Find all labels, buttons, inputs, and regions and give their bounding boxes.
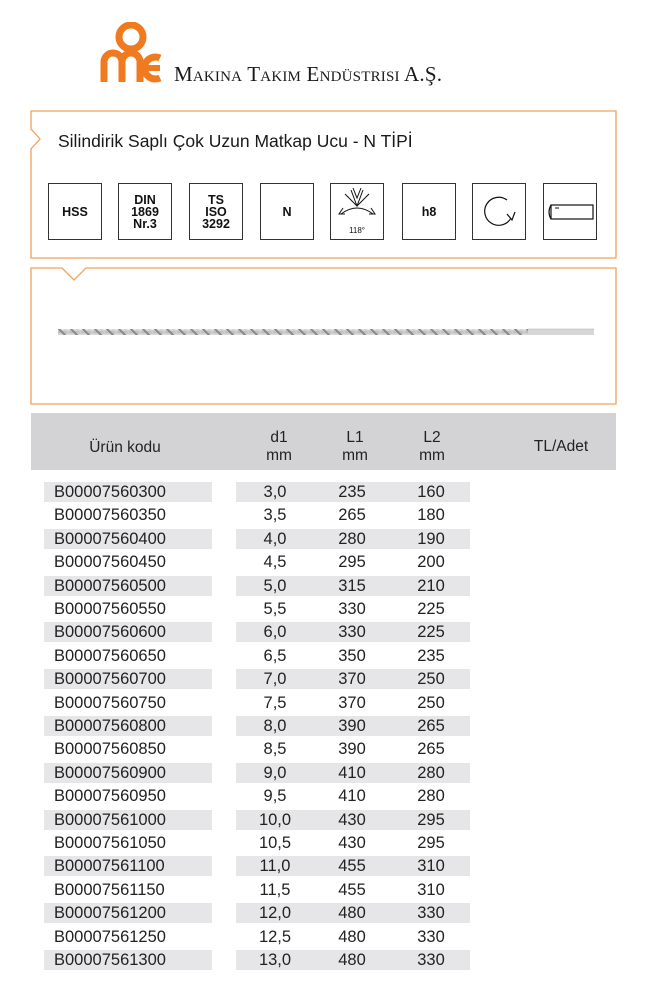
product-code: B00007561250 bbox=[54, 927, 166, 946]
shank-badge bbox=[543, 183, 597, 240]
header-l1: L1 bbox=[346, 429, 364, 446]
length-l2: 265 bbox=[417, 740, 445, 759]
length-l2: 225 bbox=[392, 622, 470, 642]
company-name-text: Makina Takım Endüstrisi A.Ş. bbox=[174, 62, 443, 86]
diameter-d1: 12,5 bbox=[258, 927, 292, 946]
length-l2: 235 bbox=[417, 646, 445, 665]
length-l1: 265 bbox=[338, 506, 366, 525]
length-l2: 180 bbox=[417, 506, 445, 525]
table-row bbox=[0, 622, 646, 642]
table-row bbox=[0, 693, 646, 713]
spec-tolerance-badge: h8 bbox=[402, 183, 456, 240]
spec-hss-badge: HSS bbox=[48, 183, 102, 240]
company-logo-icon bbox=[100, 22, 162, 86]
length-l2: 330 bbox=[392, 950, 470, 970]
length-l1: 480 bbox=[338, 927, 366, 946]
product-code: B00007561200 bbox=[44, 903, 212, 923]
point-angle-icon bbox=[331, 184, 383, 239]
length-l2: 330 bbox=[417, 927, 445, 946]
length-l2: 310 bbox=[392, 856, 470, 876]
diameter-d1: 3,0 bbox=[236, 482, 312, 502]
product-code: B00007560300 bbox=[44, 482, 212, 502]
diameter-d1: 6,0 bbox=[236, 622, 312, 642]
table-row bbox=[0, 646, 646, 666]
length-l1: 410 bbox=[338, 787, 366, 806]
diameter-d1: 10,0 bbox=[236, 810, 312, 830]
length-l2: 250 bbox=[392, 669, 470, 689]
product-code: B00007560400 bbox=[44, 529, 212, 549]
length-l1: 430 bbox=[312, 810, 392, 830]
table-row bbox=[0, 599, 646, 619]
product-code: B00007561000 bbox=[44, 810, 212, 830]
product-code: B00007560550 bbox=[54, 600, 166, 618]
product-code: B00007560900 bbox=[44, 763, 212, 783]
table-row bbox=[0, 505, 646, 525]
diameter-d1: 3,5 bbox=[263, 506, 287, 525]
product-code: B00007561300 bbox=[44, 950, 212, 970]
spec-iso-badge: TS ISO 3292 bbox=[189, 183, 243, 240]
length-l1: 430 bbox=[338, 834, 366, 852]
length-l2: 250 bbox=[417, 693, 445, 712]
length-l2: 280 bbox=[417, 787, 445, 806]
table-row bbox=[0, 576, 646, 596]
company-name bbox=[174, 62, 442, 87]
length-l1: 295 bbox=[338, 553, 366, 572]
table-row bbox=[0, 833, 646, 853]
product-code: B00007560700 bbox=[44, 669, 212, 689]
header-price: TL/Adet bbox=[533, 438, 589, 455]
length-l2: 225 bbox=[417, 600, 445, 618]
length-l2: 210 bbox=[392, 576, 470, 596]
header-d1-unit: mm bbox=[266, 447, 292, 464]
diameter-d1: 5,0 bbox=[236, 576, 312, 596]
clockwise-rotation-icon bbox=[477, 190, 521, 234]
length-l2: 265 bbox=[392, 716, 470, 736]
header-product-code: Ürün kodu bbox=[89, 439, 161, 456]
product-code: B00007561050 bbox=[54, 834, 166, 852]
length-l1: 455 bbox=[338, 880, 366, 899]
length-l2: 310 bbox=[417, 880, 445, 899]
length-l1: 390 bbox=[312, 716, 392, 736]
diameter-d1: 13,0 bbox=[236, 950, 312, 970]
table-header bbox=[31, 413, 616, 470]
length-l1: 330 bbox=[312, 622, 392, 642]
header-l1-unit: mm bbox=[342, 447, 368, 464]
table-row bbox=[0, 810, 646, 830]
length-l1: 280 bbox=[312, 529, 392, 549]
length-l1: 480 bbox=[312, 903, 392, 923]
length-l1: 350 bbox=[338, 646, 366, 665]
diameter-d1: 4,0 bbox=[236, 529, 312, 549]
diameter-d1: 8,5 bbox=[263, 740, 287, 759]
spec-type-badge: N bbox=[260, 183, 314, 240]
table-row bbox=[0, 763, 646, 783]
table-row bbox=[0, 856, 646, 876]
diameter-d1: 9,5 bbox=[263, 787, 287, 806]
table-row bbox=[0, 739, 646, 759]
length-l1: 370 bbox=[338, 693, 366, 712]
diameter-d1: 6,5 bbox=[263, 646, 287, 665]
diameter-d1: 11,0 bbox=[236, 856, 312, 876]
table-row bbox=[0, 880, 646, 900]
product-code: B00007560450 bbox=[54, 553, 166, 572]
header-d1: d1 bbox=[270, 429, 288, 446]
length-l1: 235 bbox=[312, 482, 392, 502]
length-l2: 200 bbox=[417, 553, 445, 572]
diameter-d1: 7,0 bbox=[236, 669, 312, 689]
product-code: B00007560600 bbox=[44, 622, 212, 642]
table-row bbox=[0, 786, 646, 806]
diameter-d1: 4,5 bbox=[263, 553, 287, 572]
diameter-d1: 8,0 bbox=[236, 716, 312, 736]
product-code: B00007560750 bbox=[54, 693, 166, 712]
point-angle-badge bbox=[330, 183, 384, 240]
length-l2: 280 bbox=[392, 763, 470, 783]
table-row bbox=[0, 927, 646, 947]
table-row bbox=[0, 552, 646, 572]
diameter-d1: 5,5 bbox=[263, 600, 287, 618]
length-l2: 160 bbox=[392, 482, 470, 502]
length-l2: 190 bbox=[392, 529, 470, 549]
table-row bbox=[0, 903, 646, 923]
table-row bbox=[0, 950, 646, 970]
diameter-d1: 12,0 bbox=[236, 903, 312, 923]
cylindrical-shank-icon bbox=[545, 197, 595, 227]
diameter-d1: 9,0 bbox=[236, 763, 312, 783]
table-row bbox=[0, 716, 646, 736]
length-l1: 315 bbox=[312, 576, 392, 596]
length-l2: 330 bbox=[392, 903, 470, 923]
point-angle-label: 118° bbox=[349, 226, 365, 235]
product-code: B00007560850 bbox=[54, 740, 166, 759]
length-l2: 295 bbox=[417, 834, 445, 852]
product-code: B00007560950 bbox=[54, 787, 166, 806]
length-l1: 480 bbox=[312, 950, 392, 970]
spec-din-badge: DIN 1869 Nr.3 bbox=[118, 183, 172, 240]
product-title: Silindirik Saplı Çok Uzun Matkap Ucu - N TİPİ bbox=[58, 131, 413, 151]
diameter-d1: 11,5 bbox=[259, 880, 291, 899]
table-row bbox=[0, 669, 646, 689]
rotation-badge bbox=[472, 183, 526, 240]
diameter-d1: 7,5 bbox=[263, 693, 287, 712]
length-l1: 410 bbox=[312, 763, 392, 783]
product-code: B00007560350 bbox=[54, 506, 166, 525]
length-l1: 390 bbox=[338, 740, 366, 759]
table-row bbox=[0, 529, 646, 549]
length-l1: 455 bbox=[312, 856, 392, 876]
product-code: B00007560650 bbox=[54, 646, 166, 665]
header-l2-unit: mm bbox=[419, 447, 445, 464]
length-l1: 370 bbox=[312, 669, 392, 689]
diameter-d1: 10,5 bbox=[258, 834, 292, 852]
product-code: B00007561100 bbox=[44, 856, 212, 876]
length-l1: 330 bbox=[338, 600, 366, 618]
length-l2: 295 bbox=[392, 810, 470, 830]
header-l2: L2 bbox=[423, 429, 441, 446]
drill-bit-image bbox=[58, 325, 594, 339]
product-code: B00007560800 bbox=[44, 716, 212, 736]
product-code: B00007561150 bbox=[54, 880, 165, 899]
table-row bbox=[0, 482, 646, 502]
product-code: B00007560500 bbox=[44, 576, 212, 596]
